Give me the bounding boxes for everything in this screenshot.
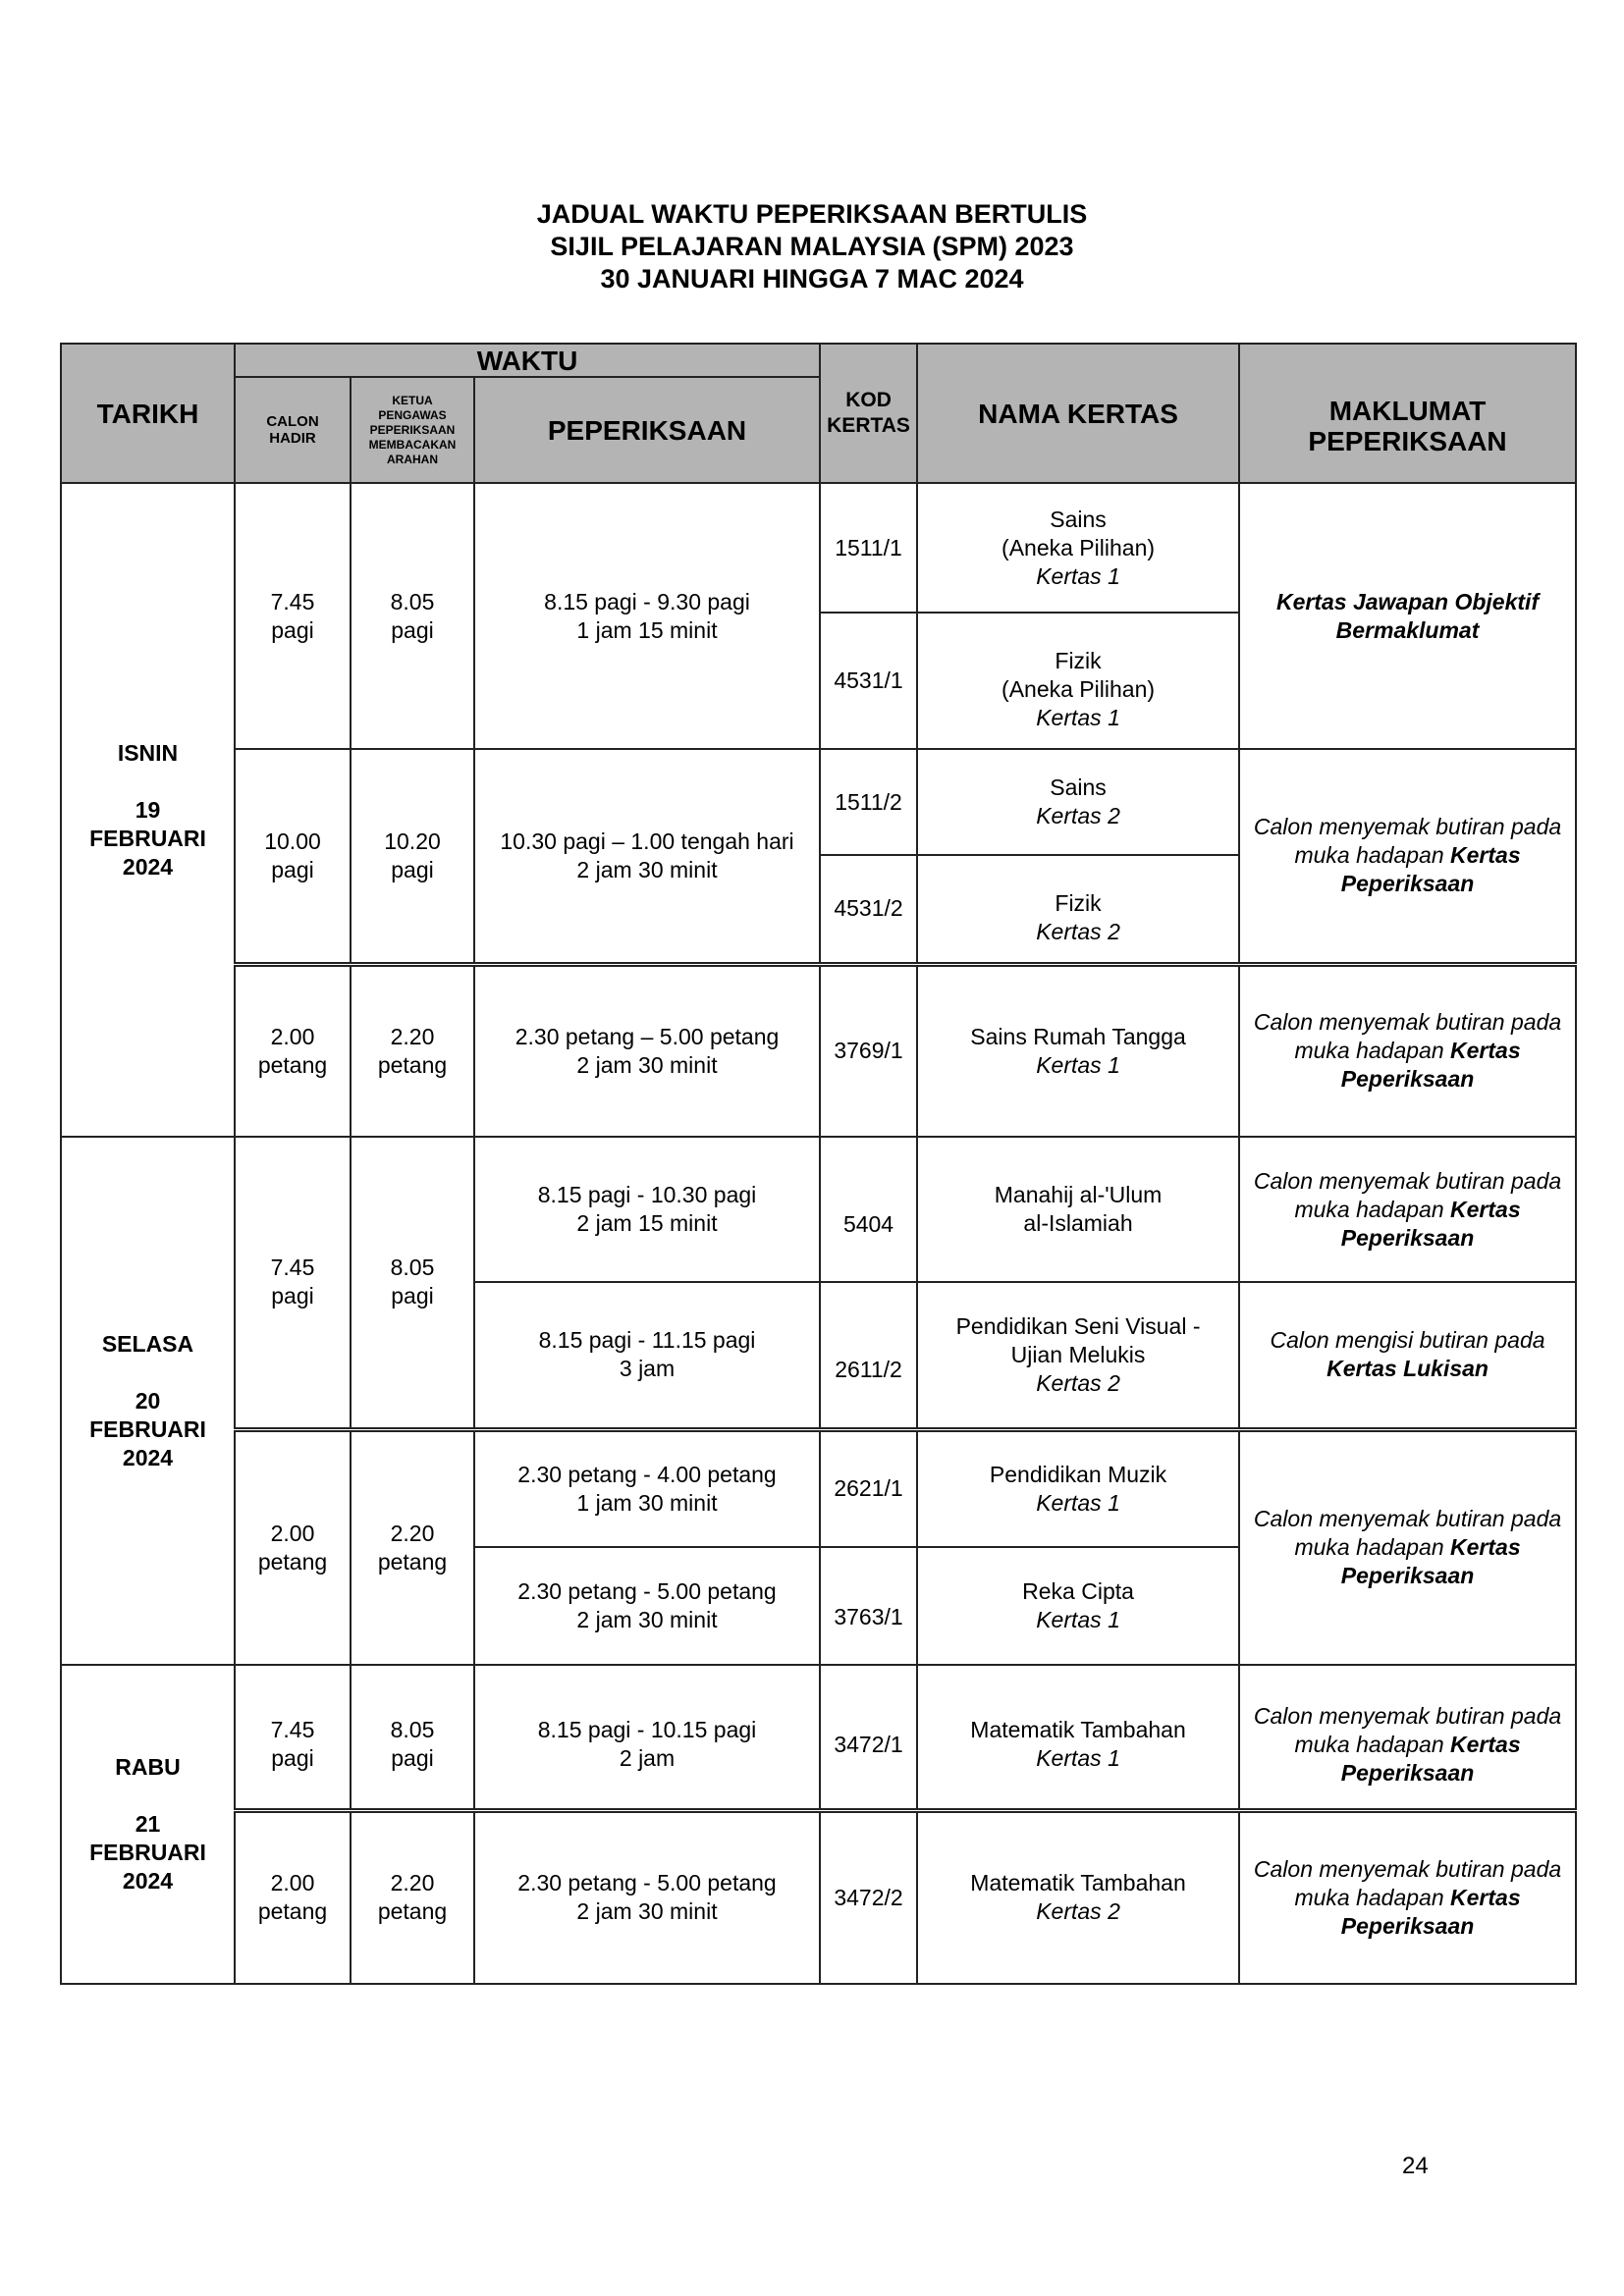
nama-kertas: Reka Cipta Kertas 1 bbox=[917, 1547, 1239, 1665]
exam-time: 2.30 petang - 5.00 petang 2 jam 30 minit bbox=[474, 1810, 820, 1984]
kod-kertas: 3472/1 bbox=[820, 1665, 917, 1810]
kod-kertas: 1511/2 bbox=[820, 749, 917, 855]
kod-kertas: 4531/1 bbox=[820, 613, 917, 749]
exam-time: 2.30 petang - 5.00 petang 2 jam 30 minit bbox=[474, 1547, 820, 1665]
maklumat-peperiksaan: Calon menyemak butiran pada muka hadapan Kertas Peperiksaan bbox=[1239, 749, 1576, 964]
nama-kertas: Sains Rumah Tangga Kertas 1 bbox=[917, 964, 1239, 1137]
kod-kertas: 5404 bbox=[820, 1137, 917, 1282]
maklumat-peperiksaan: Kertas Jawapan Objektif Bermaklumat bbox=[1239, 483, 1576, 749]
ketua-pengawas-time: 8.05 pagi bbox=[351, 483, 474, 749]
page-number: 24 bbox=[1402, 2153, 1429, 2179]
nama-kertas: Fizik (Aneka Pilihan) Kertas 1 bbox=[917, 613, 1239, 749]
header-waktu: WAKTU bbox=[235, 344, 820, 377]
ketua-pengawas-time: 2.20 petang bbox=[351, 1810, 474, 1984]
calon-hadir-time: 2.00 petang bbox=[235, 1429, 351, 1665]
header-ketua-pengawas: KETUA PENGAWAS PEPERIKSAAN MEMBACAKAN ARAHAN bbox=[351, 377, 474, 483]
maklumat-peperiksaan: Calon menyemak butiran pada muka hadapan Kertas Peperiksaan bbox=[1239, 964, 1576, 1137]
kod-kertas: 3769/1 bbox=[820, 964, 917, 1137]
exam-time: 8.15 pagi - 9.30 pagi 1 jam 15 minit bbox=[474, 483, 820, 749]
maklumat-peperiksaan: Calon mengisi butiran pada Kertas Lukisan bbox=[1239, 1282, 1576, 1429]
date-cell-selasa: SELASA 20 FEBRUARI 2024 bbox=[61, 1137, 235, 1665]
kod-kertas: 2621/1 bbox=[820, 1429, 917, 1547]
exam-time: 2.30 petang - 4.00 petang 1 jam 30 minit bbox=[474, 1429, 820, 1547]
header-kod-kertas: KOD KERTAS bbox=[820, 344, 917, 483]
exam-time: 8.15 pagi - 11.15 pagi 3 jam bbox=[474, 1282, 820, 1429]
kod-kertas: 4531/2 bbox=[820, 855, 917, 964]
nama-kertas: Matematik Tambahan Kertas 1 bbox=[917, 1665, 1239, 1810]
calon-hadir-time: 2.00 petang bbox=[235, 964, 351, 1137]
calon-hadir-time: 2.00 petang bbox=[235, 1810, 351, 1984]
nama-kertas: Fizik Kertas 2 bbox=[917, 855, 1239, 964]
kod-kertas: 2611/2 bbox=[820, 1282, 917, 1429]
table-row bbox=[61, 483, 1576, 613]
ketua-pengawas-time: 2.20 petang bbox=[351, 964, 474, 1137]
ketua-pengawas-time: 10.20 pagi bbox=[351, 749, 474, 964]
calon-hadir-time: 7.45 pagi bbox=[235, 1665, 351, 1810]
table-row bbox=[61, 1137, 1576, 1282]
table-row bbox=[61, 1665, 1576, 1810]
kod-kertas: 1511/1 bbox=[820, 483, 917, 613]
exam-time: 10.30 pagi – 1.00 tengah hari 2 jam 30 minit bbox=[474, 749, 820, 964]
ketua-pengawas-time: 2.20 petang bbox=[351, 1429, 474, 1665]
exam-time: 8.15 pagi - 10.15 pagi 2 jam bbox=[474, 1665, 820, 1810]
ketua-pengawas-time: 8.05 pagi bbox=[351, 1137, 474, 1429]
calon-hadir-time: 7.45 pagi bbox=[235, 1137, 351, 1429]
calon-hadir-time: 10.00 pagi bbox=[235, 749, 351, 964]
nama-kertas: Pendidikan Muzik Kertas 1 bbox=[917, 1429, 1239, 1547]
maklumat-peperiksaan: Calon menyemak butiran pada muka hadapan Kertas Peperiksaan bbox=[1239, 1810, 1576, 1984]
date-cell-isnin: ISNIN 19 FEBRUARI 2024 bbox=[61, 483, 235, 1137]
table-row bbox=[61, 1429, 1576, 1547]
calon-hadir-time: 7.45 pagi bbox=[235, 483, 351, 749]
kod-kertas: 3472/2 bbox=[820, 1810, 917, 1984]
header-tarikh: TARIKH bbox=[61, 344, 235, 483]
header-row bbox=[61, 344, 1576, 377]
exam-time: 2.30 petang – 5.00 petang 2 jam 30 minit bbox=[474, 964, 820, 1137]
document-title bbox=[0, 198, 1624, 295]
title-line-1: JADUAL WAKTU PEPERIKSAAN BERTULIS bbox=[536, 199, 1088, 229]
maklumat-peperiksaan: Calon menyemak butiran pada muka hadapan Kertas Peperiksaan bbox=[1239, 1429, 1576, 1665]
nama-kertas: Pendidikan Seni Visual - Ujian Melukis Kertas 2 bbox=[917, 1282, 1239, 1429]
date-cell-rabu: RABU 21 FEBRUARI 2024 bbox=[61, 1665, 235, 1984]
nama-kertas: Sains (Aneka Pilihan) Kertas 1 bbox=[917, 483, 1239, 613]
title-line-3: 30 JANUARI HINGGA 7 MAC 2024 bbox=[600, 264, 1024, 294]
kod-kertas: 3763/1 bbox=[820, 1547, 917, 1665]
header-peperiksaan: PEPERIKSAAN bbox=[474, 377, 820, 483]
nama-kertas: Manahij al-'Ulum al-Islamiah bbox=[917, 1137, 1239, 1282]
table-row bbox=[61, 749, 1576, 855]
exam-time: 8.15 pagi - 10.30 pagi 2 jam 15 minit bbox=[474, 1137, 820, 1282]
exam-schedule-table bbox=[60, 343, 1577, 1985]
header-maklumat: MAKLUMAT PEPERIKSAAN bbox=[1239, 344, 1576, 483]
nama-kertas: Matematik Tambahan Kertas 2 bbox=[917, 1810, 1239, 1984]
header-calon-hadir: CALON HADIR bbox=[235, 377, 351, 483]
table-row bbox=[61, 1810, 1576, 1984]
maklumat-peperiksaan: Calon menyemak butiran pada muka hadapan Kertas Peperiksaan bbox=[1239, 1665, 1576, 1810]
header-nama-kertas: NAMA KERTAS bbox=[917, 344, 1239, 483]
maklumat-peperiksaan: Calon menyemak butiran pada muka hadapan Kertas Peperiksaan bbox=[1239, 1137, 1576, 1282]
title-line-2: SIJIL PELAJARAN MALAYSIA (SPM) 2023 bbox=[550, 232, 1074, 261]
ketua-pengawas-time: 8.05 pagi bbox=[351, 1665, 474, 1810]
nama-kertas: Sains Kertas 2 bbox=[917, 749, 1239, 855]
table-row bbox=[61, 964, 1576, 1137]
